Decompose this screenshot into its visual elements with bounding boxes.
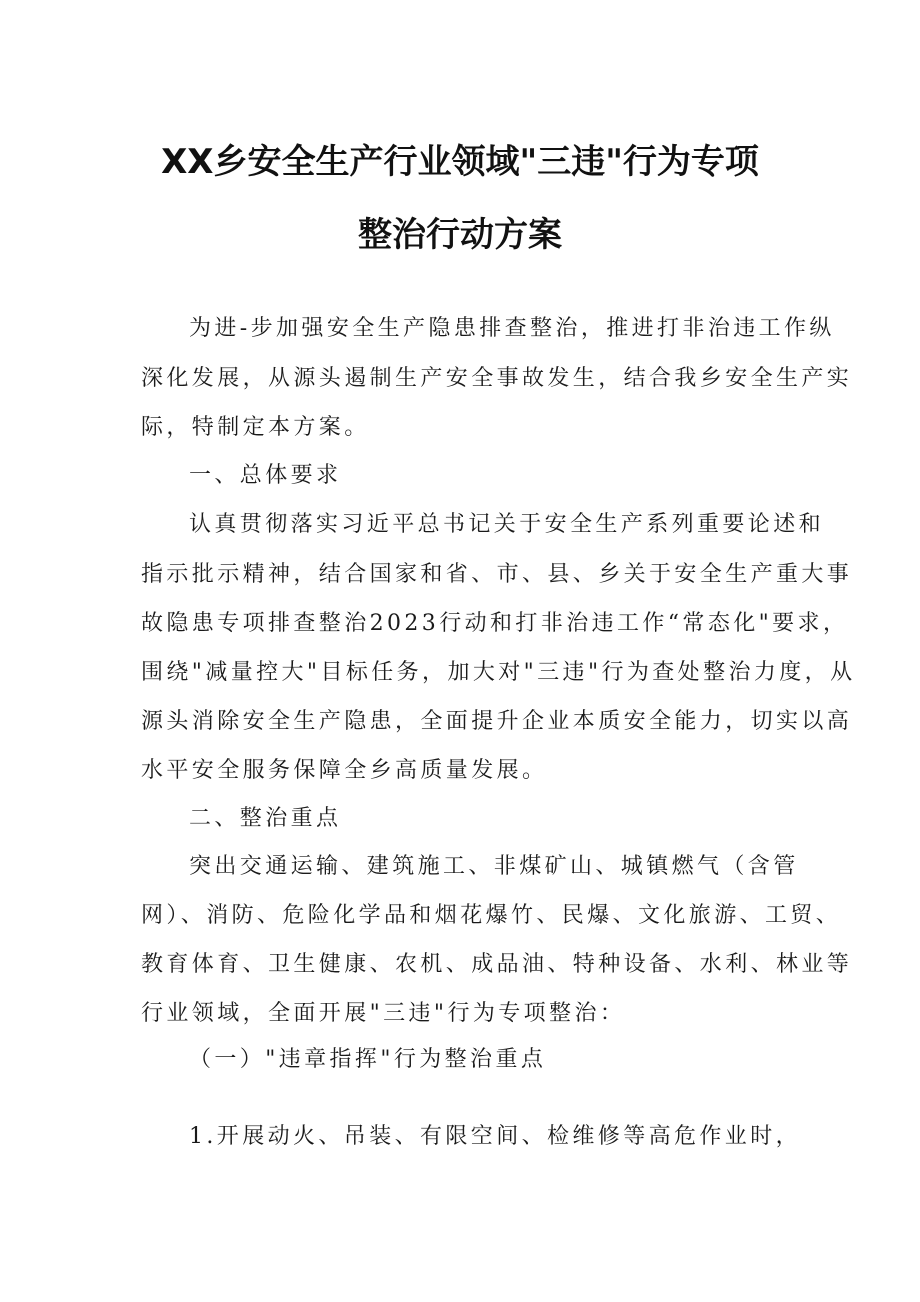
- intro-line-1: 为进-步加强安全生产隐患排查整治，推进打非治违工作纵: [189, 316, 835, 341]
- section-2-line-4: 行业领域，全面开展"三违"行为专项整治：: [141, 1001, 626, 1026]
- section-2-line-2: 网）、消防、危险化学品和烟花爆竹、民爆、文化旅游、工贸、: [141, 903, 842, 928]
- document-title-line-2: 整治行动方案: [358, 215, 562, 255]
- section-2-line-1: 突出交通运输、建筑施工、非煤矿山、城镇燃气（含管: [189, 854, 799, 879]
- section-1-line-1: 认真贯彻落实习近平总书记关于安全生产系列重要论述和: [189, 512, 825, 537]
- section-2-line-3: 教育体育、卫生健康、农机、成品油、特种设备、水利、林业等: [141, 952, 853, 977]
- intro-line-2: 深化发展，从源头遏制生产安全事故发生，结合我乡安全生产实: [141, 366, 853, 391]
- section-2-heading: 二、整治重点: [189, 806, 342, 831]
- section-1-line-5: 源头消除安全生产隐患，全面提升企业本质安全能力，切实以高: [141, 709, 853, 734]
- document-title-line-1: XX乡安全生产行业领域"三违"行为专项: [161, 142, 759, 182]
- section-1-line-4: 围绕"减量控大"目标任务，加大对"三违"行为查处整治力度，从: [141, 660, 856, 685]
- section-1-heading: 一、总体要求: [189, 463, 342, 488]
- section-1-line-6: 水平安全服务保障全乡高质量发展。: [141, 758, 548, 783]
- section-1-line-3: 故隐患专项排查整治2023行动和打非治违工作“常态化"要求，: [141, 611, 849, 636]
- section-1-line-2: 指示批示精神，结合国家和省、市、县、乡关于安全生产重大事: [141, 562, 853, 587]
- subsection-1-heading: （一）"违章指挥"行为整治重点: [189, 1047, 547, 1072]
- intro-line-3: 际，特制定本方案。: [141, 415, 370, 440]
- item-1: 1.开展动火、吊装、有限空间、检维修等高危作业时，: [189, 1124, 801, 1149]
